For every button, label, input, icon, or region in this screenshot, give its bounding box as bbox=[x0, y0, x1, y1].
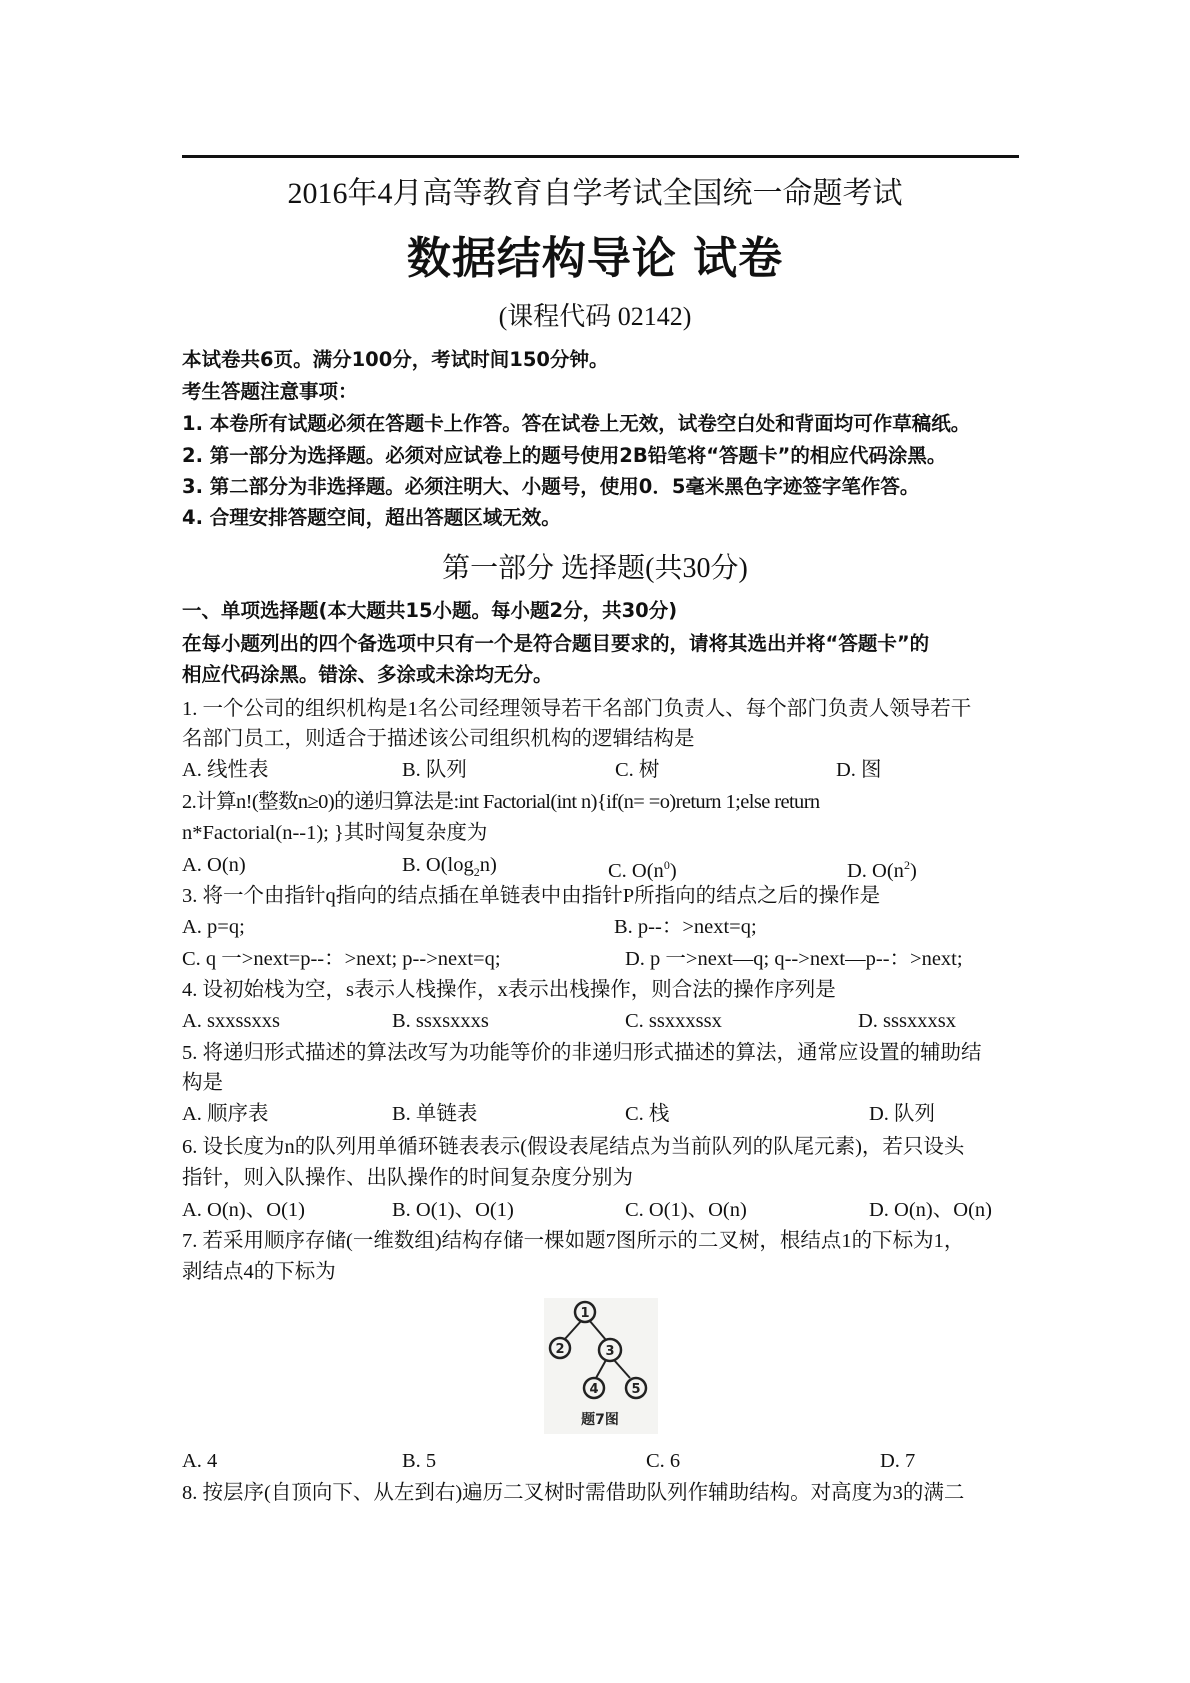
question-3-text: 3. 将一个由指针q指向的结点插在单链表中由指针P所指向的结点之后的操作是 bbox=[182, 885, 881, 907]
option-a: A. p=q; bbox=[182, 916, 245, 938]
tree-node-label: 4 bbox=[589, 1382, 599, 1397]
option-a: A. O(n) bbox=[182, 854, 246, 876]
course-code: (课程代码 02142) bbox=[498, 302, 692, 331]
option-d: D. 图 bbox=[836, 759, 882, 781]
option-a: A. sxxssxxs bbox=[182, 1010, 280, 1032]
question-2-text: n*Factorial(n--1); }其时闯复杂度为 bbox=[182, 822, 488, 844]
question-5-text: 构是 bbox=[182, 1072, 223, 1094]
note-item: 2. 第一部分为选择题。必须对应试卷上的题号使用2B铅笔将“答题卡”的相应代码涂黑。 bbox=[182, 444, 947, 467]
option-c: C. O(1)、O(n) bbox=[625, 1199, 747, 1221]
note-item: 4. 合理安排答题空间，超出答题区域无效。 bbox=[182, 506, 561, 529]
question-5-text: 5. 将递归形式描述的算法改写为功能等价的非递归形式描述的算法，通常应设置的辅助结 bbox=[182, 1042, 982, 1064]
option-b: B. 队列 bbox=[402, 759, 467, 781]
option-d: D. 队列 bbox=[869, 1103, 936, 1125]
option-d: D. O(n)、O(n) bbox=[869, 1199, 992, 1221]
question-6-text: 6. 设长度为n的队列用单循环链表表示(假设表尾结点为当前队列的队尾元素)，若只设头 bbox=[182, 1136, 965, 1158]
option-d: D. $O(n^2)$ bbox=[847, 858, 917, 882]
figure-caption: 题7图 bbox=[581, 1412, 619, 1428]
tree-node-label: 3 bbox=[605, 1344, 615, 1359]
note-item: 1. 本卷所有试题必须在答题卡上作答。答在试卷上无效，试卷空白处和背面均可作草稿纸。 bbox=[182, 412, 971, 435]
option-b: B. ssxsxxxs bbox=[392, 1010, 489, 1032]
option-c: C. q 一>next=p--：>next; p-->next=q; bbox=[182, 948, 501, 970]
option-c: C. 6 bbox=[646, 1450, 681, 1472]
exam-title: 2016年4月高等教育自学考试全国统一命题考试 bbox=[287, 177, 903, 210]
part1-title: 第一部分 选择题(共30分) bbox=[442, 553, 748, 584]
option-b: B. p--：>next=q; bbox=[614, 916, 757, 938]
option-c: C. ssxxxssx bbox=[625, 1010, 722, 1032]
binary-tree-figure bbox=[544, 1298, 658, 1434]
option-b: B. O(1)、O(1) bbox=[392, 1199, 514, 1221]
option-a: A. 顺序表 bbox=[182, 1103, 269, 1125]
option-d: D. sssxxxsx bbox=[858, 1010, 956, 1032]
tree-node-label: 5 bbox=[631, 1382, 641, 1397]
note-item: 3. 第二部分为非选择题。必须注明大、小题号，使用0．5毫米黑色字迹签字笔作答。 bbox=[182, 475, 920, 498]
option-c: C. 树 bbox=[615, 759, 660, 781]
option-d: D. p 一>next—q; q-->next—p--：>next; bbox=[625, 948, 963, 970]
option-b: B. $O(\log_2n)$ bbox=[402, 854, 497, 880]
question-1-text: 1. 一个公司的组织机构是1名公司经理领导若干名部门负责人、每个部门负责人领导若干 bbox=[182, 698, 972, 720]
option-a: A. 4 bbox=[182, 1450, 218, 1472]
header-rule bbox=[182, 155, 1019, 158]
question-1-text: 名部门员工，则适合于描述该公司组织机构的逻辑结构是 bbox=[182, 728, 695, 750]
question-2-text: 2.计算n!(整数n≥0)的递归算法是:int Factorial(int n){if(n= =o)return 1;else return bbox=[182, 791, 820, 813]
option-a: A. 线性表 bbox=[182, 759, 269, 781]
question-7-text: 7. 若采用顺序存储(一维数组)结构存储一棵如题7图所示的二叉树，根结点1的下标为1， bbox=[182, 1230, 965, 1252]
tree-node-label: 1 bbox=[580, 1306, 590, 1321]
section-instruction: 在每小题列出的四个备选项中只有一个是符合题目要求的，请将其选出并将“答题卡”的 bbox=[182, 632, 930, 655]
question-7-text: 剥结点4的下标为 bbox=[182, 1261, 336, 1283]
option-a: A. O(n)、O(1) bbox=[182, 1199, 305, 1221]
question-6-text: 指针，则入队操作、出队操作的时间复杂度分别为 bbox=[182, 1167, 633, 1189]
option-c: C. 栈 bbox=[625, 1103, 670, 1125]
option-c: C. $O(n^0)$ bbox=[608, 858, 677, 882]
option-b: B. 单链表 bbox=[392, 1103, 478, 1125]
option-d: D. 7 bbox=[880, 1450, 916, 1472]
notes-heading: 考生答题注意事项： bbox=[182, 380, 358, 403]
tree-node-label: 2 bbox=[555, 1342, 565, 1357]
section-title: 一、单项选择题(本大题共15小题。每小题2分，共30分) bbox=[182, 599, 678, 622]
question-4-text: 4. 设初始栈为空，s表示人栈操作，x表示出栈操作，则合法的操作序列是 bbox=[182, 979, 836, 1001]
section-instruction: 相应代码涂黑。错涂、多涂或未涂均无分。 bbox=[182, 663, 553, 686]
option-b: B. 5 bbox=[402, 1450, 437, 1472]
paper-title: 数据结构导论 试卷 bbox=[406, 233, 784, 284]
question-8-text: 8. 按层序(自顶向下、从左到右)遍历二叉树时需借助队列作辅助结构。对高度为3的满二 bbox=[182, 1482, 965, 1504]
exam-summary: 本试卷共6页。满分100分，考试时间150分钟。 bbox=[182, 348, 609, 371]
